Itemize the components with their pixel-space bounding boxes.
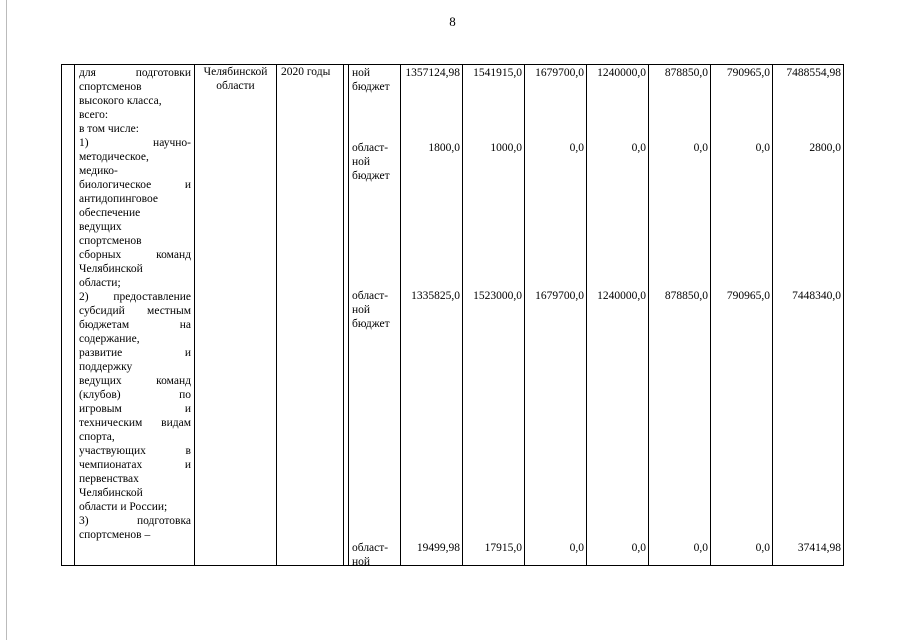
funding-source: ной бюджет — [352, 67, 390, 93]
budget-table — [61, 64, 844, 566]
measure-name-line: техническим видам — [79, 417, 191, 429]
budget-value: 790965,0 — [726, 290, 770, 302]
budget-value: 1679700,0 — [535, 290, 584, 302]
measure-name-line: субсидий местным — [79, 305, 191, 317]
budget-value: 2800,0 — [809, 142, 841, 154]
measure-name-line: чемпионатах и — [79, 459, 191, 471]
measure-name-line: для подготовки — [79, 67, 191, 79]
value-cell-3 — [525, 65, 587, 566]
period-text: 2020 годы — [281, 66, 331, 78]
measure-name-line: спортсменов – — [79, 529, 151, 541]
measure-name-line: Челябинской — [79, 263, 143, 275]
measure-name-line: развитие и — [79, 347, 191, 359]
executor-text: Челябинской области — [203, 66, 268, 92]
budget-value: 1523000,0 — [473, 290, 522, 302]
measure-name-line: области и России; — [79, 501, 168, 513]
value-cell-4 — [587, 65, 649, 566]
measure-name-cell — [75, 65, 195, 566]
budget-value: 878850,0 — [664, 290, 708, 302]
measure-name-line: обеспечение — [79, 207, 141, 219]
measure-name-line: высокого класса, — [79, 95, 162, 107]
measure-name-line: Челябинской — [79, 487, 143, 499]
budget-value: 0,0 — [693, 542, 708, 554]
budget-value: 878850,0 — [664, 67, 708, 79]
budget-value: 0,0 — [631, 542, 646, 554]
value-cell-5 — [649, 65, 711, 566]
measure-name-line: области; — [79, 277, 121, 289]
budget-value: 1240000,0 — [597, 67, 646, 79]
budget-value: 1357124,98 — [405, 67, 460, 79]
value-cell-1 — [401, 65, 463, 566]
measure-name-line: ведущих команд — [79, 375, 191, 387]
measure-name-line: игровым и — [79, 403, 191, 415]
budget-value: 7448340,0 — [792, 290, 841, 302]
value-cell-2 — [463, 65, 525, 566]
measure-name-line: биологическое и — [79, 179, 191, 191]
table-row — [62, 65, 844, 566]
budget-value: 7488554,98 — [786, 67, 841, 79]
measure-name-line: спортсменов — [79, 235, 142, 247]
page-edge-line — [6, 0, 7, 640]
measure-name-line: первенствах — [79, 473, 139, 485]
budget-value: 1240000,0 — [597, 290, 646, 302]
budget-value: 1800,0 — [428, 142, 460, 154]
measure-name-line: ведущих — [79, 221, 122, 233]
measure-name-line: 2) предоставление — [79, 291, 191, 303]
measure-name-line: поддержку — [79, 361, 133, 373]
total-cell — [773, 65, 844, 566]
measure-name-line: содержание, — [79, 333, 140, 345]
measure-name-line: спортсменов — [79, 81, 142, 93]
measure-name-line: сборных команд — [79, 249, 191, 261]
budget-value: 1000,0 — [490, 142, 522, 154]
budget-value: 1335825,0 — [411, 290, 460, 302]
funding-source: област- ной бюджет — [352, 142, 390, 182]
funding-source-cell — [349, 65, 401, 566]
executor-cell — [195, 65, 277, 566]
budget-value: 0,0 — [755, 142, 770, 154]
measure-name-line: всего: — [79, 109, 109, 121]
budget-value: 1541915,0 — [473, 67, 522, 79]
measure-name-line: 1) научно- — [79, 137, 191, 149]
budget-value: 0,0 — [693, 142, 708, 154]
measure-name — [79, 66, 191, 542]
measure-name-line: в том числе: — [79, 123, 139, 135]
measure-name-line: медико- — [79, 165, 118, 177]
budget-value: 0,0 — [569, 542, 584, 554]
measure-name-line: (клубов) по — [79, 389, 191, 401]
value-cell-6 — [711, 65, 773, 566]
budget-value: 19499,98 — [416, 542, 460, 554]
measure-name-line: 3) подготовка — [79, 515, 191, 527]
measure-name-line: бюджетам на — [79, 319, 191, 331]
measure-name-line: антидопинговое — [79, 193, 159, 205]
index-cell — [62, 65, 75, 566]
budget-value: 37414,98 — [797, 542, 841, 554]
budget-value: 17915,0 — [484, 542, 522, 554]
period-cell — [277, 65, 344, 566]
budget-value: 1679700,0 — [535, 67, 584, 79]
budget-value: 0,0 — [755, 542, 770, 554]
budget-value: 0,0 — [631, 142, 646, 154]
measure-name-line: участвующих в — [79, 445, 191, 457]
funding-source: област- ной бюджет — [352, 290, 390, 330]
measure-name-line: методическое, — [79, 151, 149, 163]
funding-source: област- ной — [352, 542, 389, 568]
measure-name-line: спорта, — [79, 431, 115, 443]
budget-value: 0,0 — [569, 142, 584, 154]
page-number: 8 — [449, 14, 456, 29]
budget-value: 790965,0 — [726, 67, 770, 79]
